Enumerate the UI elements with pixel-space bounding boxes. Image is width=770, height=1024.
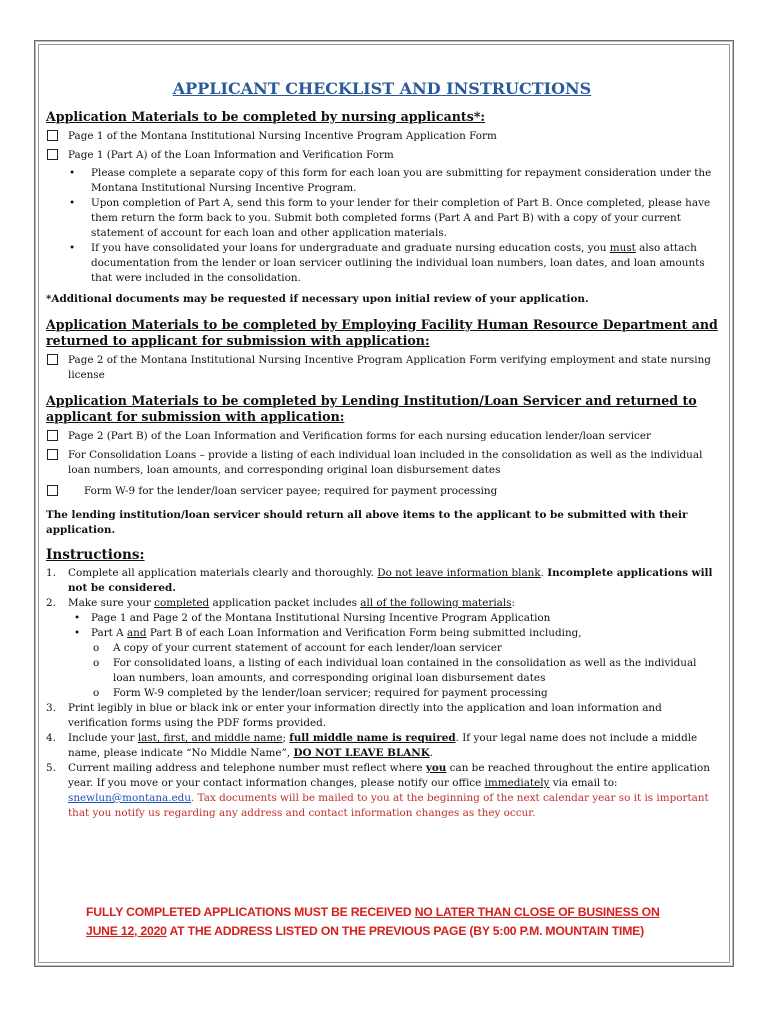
section-applicant-heading: Application Materials to be completed by nursing applicants*: — [46, 109, 486, 124]
instruction-item: 5. Current mailing address and telephone number must reflect where you can be reached throughout the entire application year. If you move or your contact information changes, please notify our office immediately via email to: snewlun@montana.edu. Tax documents will be mailed to you at the beginning of the next calendar year so it is important that you notify us regarding any address and contact information changes as they occur. — [46, 762, 710, 819]
checklist-item — [46, 353, 718, 383]
sub-sub-item: o A copy of your current statement of account for each lender/loan servicer — [68, 641, 718, 656]
checklist-item — [46, 429, 718, 444]
instructions-heading: Instructions: — [46, 547, 145, 563]
checkbox-page2-part-b[interactable] — [47, 430, 58, 441]
bullet-item: • Upon completion of Part A, send this form to your lender for their completion of Part B. Once completed, please have them return the form back to you. Submit both completed forms (Part A and Part B) with a copy of your current statement of account for each loan and other application materials. — [46, 196, 718, 241]
checklist-item — [46, 129, 718, 144]
checkbox-page1-application[interactable] — [47, 130, 58, 141]
checkbox-page1-part-a[interactable] — [47, 149, 58, 160]
checklist-item-label: Form W-9 for the lender/loan servicer payee; required for payment processing — [84, 485, 498, 497]
document-body — [46, 78, 718, 821]
instruction-sublist — [68, 611, 718, 641]
contact-email-link[interactable]: snewlun@montana.edu — [68, 792, 192, 804]
checklist-item — [46, 448, 718, 478]
must-emphasis: must — [609, 242, 636, 254]
checklist-item — [46, 484, 718, 499]
checkbox-page2-employment[interactable] — [47, 354, 58, 365]
bullet-item: • If you have consolidated your loans for undergraduate and graduate nursing education costs, you must also attach documentation from the lender or loan servicer outlining the individual loan numbers, loan dates, and loan amounts that were included in the consolidation. — [46, 241, 718, 286]
checklist-item-label: For Consolidation Loans – provide a listing of each individual loan included in the consolidation as well as the individual loan numbers, loan amounts, and corresponding original loan disbursement dates — [68, 449, 703, 476]
deadline-notice: FULLY COMPLETED APPLICATIONS MUST BE RECEIVED NO LATER THAN CLOSE OF BUSINESS ON JUNE 12, 2020 AT THE ADDRESS LISTED ON THE PREVIOUS PAGE (BY 5:00 P.M. MOUNTAIN TIME) — [86, 905, 660, 938]
sub-bullet-item: • Part A and Part B of each Loan Information and Verification Form being submitted including, — [68, 626, 718, 641]
page-title: APPLICANT CHECKLIST AND INSTRUCTIONS — [172, 79, 592, 98]
sub-sub-item: o For consolidated loans, a listing of each individual loan contained in the consolidation as well as the individual loan numbers, loan amounts, and corresponding original loan disbursement dates — [68, 656, 718, 686]
checklist-item-label: Page 2 of the Montana Institutional Nursing Incentive Program Application Form verifying employment and state nursing license — [68, 354, 711, 381]
instructions-list — [46, 566, 718, 821]
sub-bullet-item: • Page 1 and Page 2 of the Montana Institutional Nursing Incentive Program Application — [68, 611, 718, 626]
lender-return-note: The lending institution/loan servicer should return all above items to the applicant to be submitted with their application. — [46, 509, 688, 536]
instruction-item: 3. Print legibly in blue or black ink or enter your information directly into the application and loan information and verification forms using the PDF forms provided. — [46, 702, 662, 729]
additional-documents-note: *Additional documents may be requested if necessary upon initial review of your application. — [46, 293, 589, 305]
instruction-subsublist — [68, 641, 718, 701]
section-employer-heading: Application Materials to be completed by Employing Facility Human Resource Department and returned to applicant for submission with application: — [46, 317, 718, 348]
checkbox-form-w9[interactable] — [47, 485, 58, 496]
checkbox-consolidation-loans[interactable] — [47, 449, 58, 460]
checklist-item — [46, 148, 718, 163]
bullet-item: • Please complete a separate copy of this form for each loan you are submitting for repayment consideration under the Montana Institutional Nursing Incentive Program. — [46, 166, 718, 196]
sub-sub-item: o Form W-9 completed by the lender/loan servicer; required for payment processing — [68, 686, 718, 701]
part-a-bullets — [46, 166, 718, 286]
instruction-item: 1. Complete all application materials clearly and thoroughly. Do not leave information blank. Incomplete applications will not be considered. — [46, 567, 713, 594]
instruction-item: 4. Include your last, first, and middle name; full middle name is required. If your legal name does not include a middle name, please indicate “No Middle Name”, DO NOT LEAVE BLANK. — [46, 732, 698, 759]
section-lender-heading: Application Materials to be completed by Lending Institution/Loan Servicer and returned to applicant for submission with application: — [46, 393, 697, 424]
checklist-item-label: Page 1 of the Montana Institutional Nursing Incentive Program Application Form — [68, 130, 497, 142]
instruction-item: 2. Make sure your completed application packet includes all of the following materials: • Page 1 and Page 2 of the Montana Institutional Nursing Incentive Program Application • Part A and Part B of each Loan Information and Verification Form being submitted including, o A copy of your current statement of account for each lender/loan servicer o For consolidated loans, a listing of each individual loan contained in the consolidation as well as the individual loan numbers, loan amounts, and corresponding original loan disbursement dates o Form W-9 completed by the lender/loan servicer; required for payment processing — [46, 596, 718, 701]
checklist-item-label: Page 1 (Part A) of the Loan Information and Verification Form — [68, 149, 394, 161]
checklist-item-label: Page 2 (Part B) of the Loan Information and Verification forms for each nursing education lender/loan servicer — [68, 430, 651, 442]
